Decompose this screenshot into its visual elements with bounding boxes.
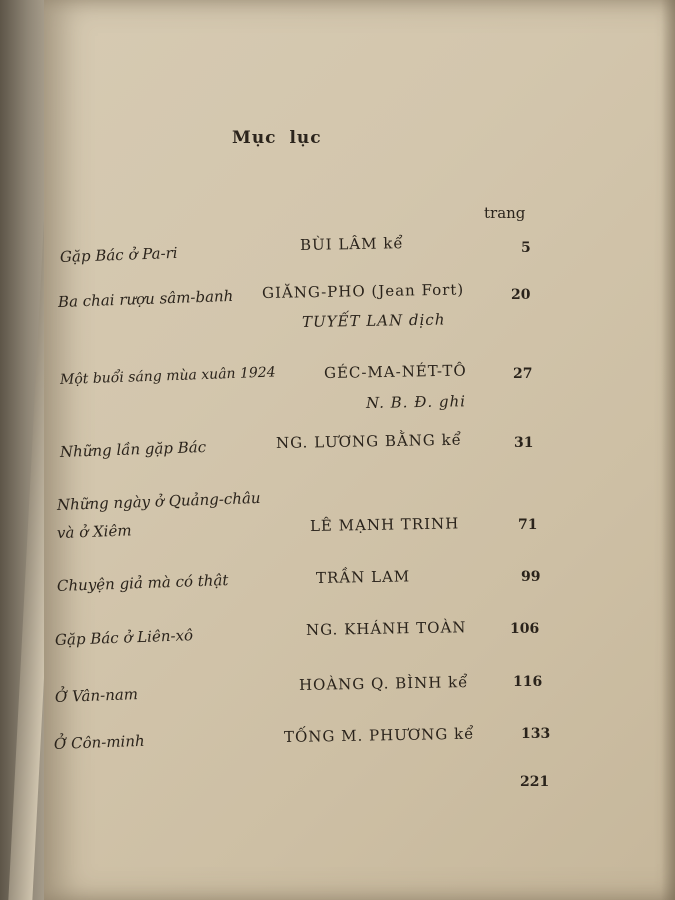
entry-page: 99 (521, 569, 541, 585)
entry-page: 5 (521, 240, 531, 256)
entry-title: Ở Côn-minh (53, 731, 145, 753)
entry-page: 31 (514, 435, 534, 451)
entry-title: Một buổi sáng mùa xuân 1924 (59, 364, 276, 388)
entry-author: BÙI LÂM kể (299, 234, 404, 254)
entry-author-note: TUYẾT LAN dịch (301, 310, 446, 331)
page-shadow (661, 0, 675, 900)
entry-title: Những lần gặp Bác (59, 437, 207, 461)
entry-author: TỐNG M. PHƯƠNG kể (283, 724, 475, 746)
entry-title: Chuyện giả mà có thật (56, 571, 229, 595)
entry-author: LÊ MẠNH TRINH (309, 514, 460, 535)
entry-author-note: N. B. Đ. ghi (365, 392, 467, 412)
entry-title: Những ngày ở Quảng-châu (56, 488, 261, 514)
entry-title-line2: và ở Xiêm (56, 521, 132, 542)
entry-author: GÉC-MA-NÉT-TÔ (323, 361, 467, 382)
entry-title: Gặp Bác ở Pa-ri (59, 243, 178, 266)
entry-page: 71 (518, 517, 538, 533)
entry-page: 133 (521, 726, 551, 742)
entry-author: NG. LƯƠNG BẰNG kể (275, 430, 463, 452)
entry-page: 106 (510, 621, 540, 637)
entry-title: Ở Vân-nam (54, 685, 139, 706)
entry-title: Gặp Bác ở Liên-xô (54, 626, 194, 649)
toc-heading: Mục lục (232, 128, 322, 148)
final-page-number: 221 (520, 774, 550, 790)
entry-author: NG. KHÁNH TOÀN (305, 618, 467, 639)
entry-page: 27 (513, 366, 533, 382)
entry-title: Ba chai rượu sâm-banh (57, 286, 234, 311)
entry-author: GIĂNG-PHO (Jean Fort) (261, 280, 465, 302)
page-column-label: trang (484, 204, 526, 222)
entry-page: 116 (513, 674, 543, 690)
entry-author: TRẦN LAM (315, 567, 411, 587)
entry-page: 20 (511, 287, 531, 303)
entry-author: HOÀNG Q. BÌNH kể (298, 673, 469, 694)
